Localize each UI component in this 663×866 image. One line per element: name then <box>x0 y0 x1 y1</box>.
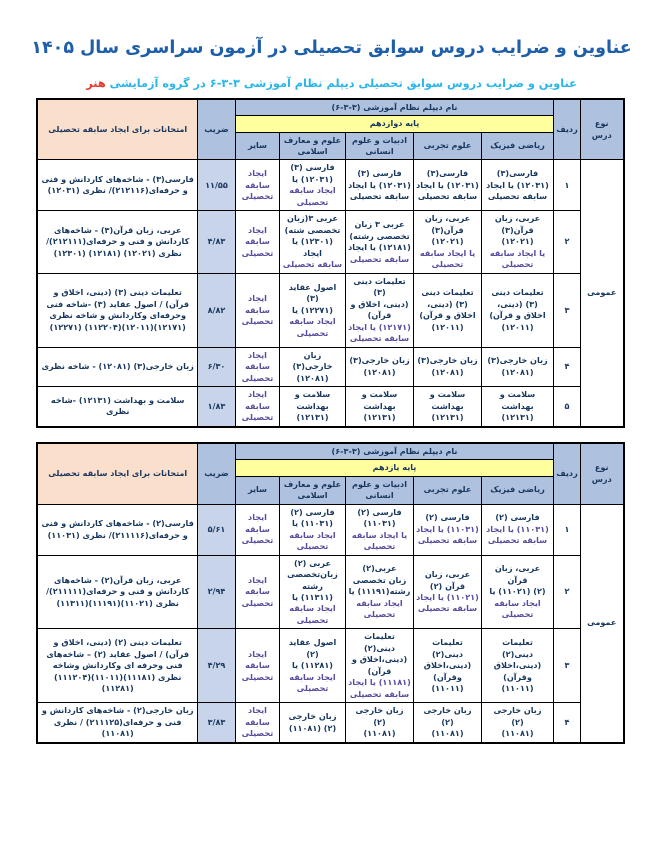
cell-tajrobi <box>414 347 482 386</box>
cell-maaref <box>280 160 346 211</box>
cell-line: (۱۱۲۸۱) یا <box>291 660 333 671</box>
cell-line: تحصیلی <box>241 372 274 383</box>
cell-line: وقرآن) <box>433 671 462 682</box>
cell-sayer <box>235 160 279 211</box>
table-row <box>37 211 623 273</box>
cell-line: ایجاد سابقه <box>289 316 336 327</box>
cell-riazi <box>482 504 554 555</box>
cell-riazi <box>482 703 554 743</box>
cell-line: عربی، زبان <box>424 569 471 580</box>
cell-line: تعلیمات دینی(۲) <box>363 631 396 653</box>
page-title: عناوین و ضرایب دروس سوابق تحصیلی در آزمون سراسری سال ۱۴۰۵ <box>31 38 632 58</box>
cell-line: ایجاد سابقه <box>494 597 541 608</box>
cell-line: تحصیلی <box>241 316 274 327</box>
cell-line: تخصصی شته) <box>284 224 341 235</box>
cell-line: زبان <box>303 349 322 360</box>
cell-line: عربی، زبان <box>424 213 471 224</box>
cell-line: زبان تخصصی <box>352 574 407 585</box>
cell-sayer <box>235 504 279 555</box>
cell-coefficient: ۵/۶۱ <box>197 504 235 555</box>
cell-line: (۱۲۰۳۱) یا <box>291 173 333 184</box>
cell-exam-note: فارسی(۳) - شاخه‌های کاردانش و فنی و حرفه‌ای(۲۱۲۱۱۶)/ نظری (۱۲۰۳۱) <box>37 160 197 211</box>
cell-maaref <box>280 629 346 703</box>
header-coefficient: ضریب <box>197 99 235 160</box>
cell-line: (۱۲۱۳۱) <box>296 412 329 423</box>
table-header-row-1 <box>37 443 623 460</box>
header-branch-tajrobi: علوم تجربی <box>414 132 482 160</box>
cell-line: (دینی،اخلاق <box>423 660 472 671</box>
cell-riazi <box>482 347 554 386</box>
cell-coefficient: ۴/۲۹ <box>197 629 235 703</box>
header-exams: امتحانات برای ایجاد سابقه تحصیلی <box>37 99 197 160</box>
cell-ensani <box>346 629 414 703</box>
cell-riazi <box>482 211 554 273</box>
cell-line: ایجاد <box>248 705 267 716</box>
cell-line: (۱۱۰۸۱) <box>363 728 396 739</box>
cell-line: (۳) (دینی، <box>497 298 538 309</box>
cell-coefficient: ۱۱/۵۵ <box>197 160 235 211</box>
cell-line: (۱۲۱۳۱) <box>431 412 464 423</box>
cell-line: سابقه <box>245 400 270 411</box>
cell-maaref <box>280 211 346 273</box>
cell-line: (۱۲۰۳۱) یا ایجاد <box>348 179 411 190</box>
cell-line: سابقه <box>245 304 270 315</box>
cell-ensani <box>346 703 414 743</box>
cell-riazi <box>482 160 554 211</box>
cell-line: تحصیلی <box>296 541 329 552</box>
cell-line: (۱۱۳۱۱) یا <box>291 591 333 602</box>
table-row <box>37 273 623 347</box>
cell-line: فارسی (۲) (۱۱۰۳۱) <box>357 506 402 529</box>
header-branch-sayer: سایر <box>235 476 279 504</box>
table-wrap-grade-11 <box>39 442 625 744</box>
cell-line: سابقه تحصیلی <box>487 191 548 202</box>
cell-tajrobi <box>414 387 482 427</box>
cell-line: یا ایجاد سابقه <box>489 247 546 258</box>
cell-line: (۱۲۱۸۱) یا ایجاد <box>348 242 411 253</box>
cell-line: زبان خارجی <box>493 705 542 716</box>
cell-line: تعلیمات دینی <box>491 287 544 298</box>
cell-line: تحصیلی <box>241 671 274 682</box>
table-row <box>37 347 623 386</box>
cell-line: تحصیلی <box>296 327 329 338</box>
cell-line: (۱۲۰۳۱) یا ایجاد <box>486 179 549 190</box>
cell-line: (۱۲۰۳۱) یا ایجاد <box>416 179 479 190</box>
cell-line: (۱۱۰۱۱) <box>431 683 464 694</box>
cell-line: سابقه تحصیلی <box>417 535 478 546</box>
cell-line: ایجاد <box>248 389 267 400</box>
cell-line: اخلاق و قرآن) <box>489 310 546 321</box>
table-row <box>37 504 623 555</box>
cell-line: تخصصی رشته) <box>349 230 410 241</box>
cell-line: تحصیلی <box>501 609 534 620</box>
row-number: ۱ <box>554 504 581 555</box>
cell-line: ایجاد <box>248 349 267 360</box>
cell-line: (۲) <box>441 716 454 727</box>
lesson-type-value: عمومی <box>581 160 624 427</box>
cell-line: قرآن) <box>367 665 392 676</box>
table-spacer <box>0 428 663 442</box>
cell-line: ایجاد سابقه <box>289 529 336 540</box>
cell-line: (دینی،اخلاق و <box>351 654 408 665</box>
cell-line: ایجاد <box>248 224 267 235</box>
cell-coefficient: ۴/۸۳ <box>197 211 235 273</box>
row-number: ۳ <box>554 273 581 347</box>
cell-line: سابقه <box>245 523 270 534</box>
cell-line: فارسی (۲) <box>425 512 470 523</box>
cell-line: یا ایجاد سابقه <box>419 247 476 258</box>
cell-line: (۱۲۰۸۱) <box>501 366 534 377</box>
cell-line: تعلیمات <box>432 637 463 648</box>
row-number: ۲ <box>554 211 581 273</box>
cell-exam-note: تعلیمات دینی (۳) (دینی، اخلاق و قرآن) / اصول عقاید (۳) -شاخه فنی وحرفه‌ای وکاردانش و شاخه نظری (۱۲۱۷۱)(۱۲۰۱۱)(۱۱۲۲۰۴) (۱۲۲۷۱) <box>37 273 197 347</box>
cell-line: سابقه <box>245 660 270 671</box>
cell-ensani <box>346 387 414 427</box>
cell-line: عربی(۲) <box>362 563 397 574</box>
cell-ensani <box>346 160 414 211</box>
cell-line: (۱۲۰۸۱) <box>431 366 464 377</box>
cell-line: ایجاد <box>248 648 267 659</box>
header-grade-level: پایه یازدهم <box>235 460 553 476</box>
cell-line: (۱۱۰۱۱) <box>501 683 534 694</box>
cell-riazi <box>482 555 554 629</box>
cell-ensani <box>346 504 414 555</box>
cell-line: سابقه تحصیلی <box>349 253 410 264</box>
lesson-type-value: عمومی <box>581 504 624 743</box>
cell-line: تحصیلی <box>241 597 274 608</box>
cell-maaref <box>280 273 346 347</box>
cell-line: تحصیلی <box>241 728 274 739</box>
cell-tajrobi <box>414 504 482 555</box>
cell-line: سابقه <box>245 236 270 247</box>
table-row <box>37 387 623 427</box>
cell-line: یا ایجاد سابقه <box>351 529 408 540</box>
cell-line: فارسی (۲) <box>290 506 335 517</box>
table-row <box>37 160 623 211</box>
cell-coefficient: ۸/۸۲ <box>197 273 235 347</box>
cell-exam-note: زبان خارجی(۳) (۱۲۰۸۱) - شاخه نظری <box>37 347 197 386</box>
cell-line: (دینی،اخلاق <box>493 660 542 671</box>
cell-line: تعلیمات <box>502 637 533 648</box>
cell-tajrobi <box>414 211 482 273</box>
cell-line: فارسی (۲) <box>495 512 540 523</box>
table-grade-11 <box>36 442 624 744</box>
cell-sayer <box>235 555 279 629</box>
cell-maaref <box>280 703 346 743</box>
cell-ensani <box>346 211 414 273</box>
header-exams: امتحانات برای ایجاد سابقه تحصیلی <box>37 443 197 504</box>
cell-sayer <box>235 703 279 743</box>
cell-sayer <box>235 211 279 273</box>
cell-maaref <box>280 555 346 629</box>
cell-ensani <box>346 555 414 629</box>
cell-maaref <box>280 504 346 555</box>
cell-line: سابقه تحصیلی <box>349 191 410 202</box>
cell-line: (۱۲۰۱۱) <box>431 321 464 332</box>
cell-line: تحصیلی <box>241 191 274 202</box>
cell-line: سابقه <box>245 179 270 190</box>
cell-coefficient: ۱/۸۳ <box>197 387 235 427</box>
cell-line: ایجاد سابقه <box>289 185 336 196</box>
cell-coefficient: ۲/۹۴ <box>197 555 235 629</box>
cell-line: (۱۲۰۸۱) <box>296 372 329 383</box>
header-coefficient: ضریب <box>197 443 235 504</box>
cell-line: دینی(۲) <box>431 648 464 659</box>
cell-line: بهداشت <box>296 400 329 411</box>
header-branch-tajrobi: علوم تجربی <box>414 476 482 504</box>
cell-line: فارسی(۳) <box>496 168 539 179</box>
cell-sayer <box>235 273 279 347</box>
cell-line: زبان خارجی <box>423 705 472 716</box>
header-branch-maaref: علوم و معارف اسلامی <box>280 132 346 160</box>
cell-line: (۲) (۱۱۰۲۱) یا <box>489 586 546 597</box>
cell-line: (۱۲۰۱۱) <box>501 321 534 332</box>
header-row-number: ردیف <box>554 443 581 504</box>
cell-line: تعلیمات دینی (۳) <box>353 275 406 298</box>
cell-line: (۱۱۰۸۱) <box>431 728 464 739</box>
table-row <box>37 555 623 629</box>
table-header-row-1 <box>37 99 623 116</box>
cell-line: (۱۲۰۸۱) <box>363 366 396 377</box>
cell-line: اصول عقاید <box>288 281 337 292</box>
cell-line: قرآن(۳) (۱۲۰۲۱) <box>431 224 464 247</box>
cell-line: سابقه <box>245 586 270 597</box>
cell-line: سلامت و <box>499 389 536 400</box>
subtitle-accent-group: هنر <box>86 77 106 90</box>
cell-line: قرآن (۲) <box>429 580 466 591</box>
cell-line: (دینی، اخلاق و <box>350 298 409 309</box>
header-lesson-type-line2: درس <box>591 129 612 140</box>
cell-riazi <box>482 273 554 347</box>
cell-ensani <box>346 273 414 347</box>
cell-line: سابقه تحصیلی <box>349 333 410 344</box>
header-branch-ensani: ادبیات و علوم انسانی <box>346 476 414 504</box>
cell-line: تحصیلی <box>363 541 396 552</box>
cell-riazi <box>482 387 554 427</box>
cell-line: (۲) <box>511 716 524 727</box>
cell-exam-note: فارسی(۲) - شاخه‌های کاردانش و فنی و حرفه‌ای(۲۱۱۱۱۶)/ نظری (۱۱۰۳۱) <box>37 504 197 555</box>
cell-tajrobi <box>414 555 482 629</box>
header-diploma-group: نام دیپلم نظام آموزشی (۳-۳-۶) <box>235 443 553 460</box>
cell-line: زبان‌تخصصی <box>287 569 338 580</box>
cell-exam-note: عربی، زبان قرآن(۲) - شاخه‌های کاردانش و فنی و حرفه‌ای(۲۱۱۱۱۱)/نظری (۱۱۰۲۱)(۱۱۱۹۱)(۱۱۳۱۱) <box>37 555 197 629</box>
cell-line: سابقه تحصیلی <box>349 688 410 699</box>
cell-line: سلامت و بهداشت <box>361 389 398 411</box>
cell-line: زبان خارجی (۲) <box>355 705 404 727</box>
table-row <box>37 629 623 703</box>
cell-line: (۱۲۱۷۱) یا ایجاد <box>348 321 411 332</box>
cell-coefficient: ۶/۳۰ <box>197 347 235 386</box>
cell-line: بهداشت <box>501 400 534 411</box>
cell-line: (۱۲۲۷۱) یا <box>291 304 333 315</box>
cell-line: قرآن) <box>367 310 392 321</box>
cell-line: سابقه تحصیلی <box>417 603 478 614</box>
cell-line: (۱۱۰۳۱) یا ایجاد <box>416 523 479 534</box>
cell-line: (۱۱۰۸۱) <box>501 728 534 739</box>
cell-line: سابقه <box>245 361 270 372</box>
header-lesson-type-line1: نوع <box>594 462 609 473</box>
row-number: ۲ <box>554 555 581 629</box>
cell-line: عربی ۳(زبان <box>287 213 338 224</box>
cell-line: سابقه تحصیلی <box>487 535 548 546</box>
cell-line: اخلاق و قرآن) <box>419 310 476 321</box>
cell-line: (۳) <box>306 293 319 304</box>
cell-line: تحصیلی <box>241 535 274 546</box>
cell-tajrobi <box>414 629 482 703</box>
cell-line: سابقه تحصیلی <box>417 191 478 202</box>
cell-line: زبان خارجی(۳) <box>349 355 410 366</box>
header-branch-riazi: ریاضی فیزیک <box>482 132 554 160</box>
cell-line: (۱۲۳۰۱) یا ایجاد <box>291 236 333 258</box>
cell-line: (۱۱۰۲۱) یا ایجاد <box>416 591 479 602</box>
cell-line: ایجاد سابقه <box>289 603 336 614</box>
cell-sayer <box>235 387 279 427</box>
cell-tajrobi <box>414 160 482 211</box>
cell-line: (۳) (دینی، <box>427 298 468 309</box>
header-branch-ensani: ادبیات و علوم انسانی <box>346 132 414 160</box>
cell-line: رشته(۱۱۱۹۱) یا <box>348 586 411 597</box>
header-diploma-group: نام دیپلم نظام آموزشی (۳-۳-۶) <box>235 99 553 116</box>
cell-tajrobi <box>414 273 482 347</box>
cell-line: تحصیلی <box>363 609 396 620</box>
cell-line: زبان خارجی <box>288 711 337 722</box>
cell-line: عربی، زبان <box>494 213 541 224</box>
cell-line: ایجاد سابقه <box>289 671 336 682</box>
cell-line: (۱۱۱۸۱) یا ایجاد <box>348 677 411 688</box>
cell-exam-note: تعلیمات دینی (۲) (دینی، اخلاق و قرآن) / اصول عقاید (۲) – شاخه‌های فنی وحرفه ای وکاردانش وشاخه نظری (۱۱۱۸۱)(۱۱۰۱۱)(۱۱۱۲۰۴) (۱۱۲۸۱) <box>37 629 197 703</box>
cell-line: فارسی (۳) <box>290 162 335 173</box>
cell-exam-note: زبان خارجی(۲) - شاخه‌های کاردانش و فنی و حرفه‌ای(۲۱۱۱۲۵) / نظری (۱۱۰۸۱) <box>37 703 197 743</box>
cell-line: ایجاد <box>248 574 267 585</box>
header-branch-maaref: علوم و معارف اسلامی <box>280 476 346 504</box>
header-grade-level: پایه دوازدهم <box>235 116 553 132</box>
cell-line: زبان خارجی(۳) <box>417 355 478 366</box>
cell-line: خارجی(۳) <box>292 361 333 372</box>
cell-line: تحصیلی <box>241 412 274 423</box>
table-wrap-grade-12 <box>39 98 625 428</box>
row-number: ۴ <box>554 347 581 386</box>
header-row-number: ردیف <box>554 99 581 160</box>
cell-line: سلامت و <box>429 389 466 400</box>
cell-line: ایجاد <box>248 293 267 304</box>
cell-sayer <box>235 629 279 703</box>
cell-line: (۱۲۱۳۱) <box>501 412 534 423</box>
page-subtitle <box>0 59 663 98</box>
cell-line: تعلیمات دینی <box>421 287 474 298</box>
row-number: ۵ <box>554 387 581 427</box>
subtitle-text: عناوین و ضرایب دروس سوابق تحصیلی دیپلم نظام آموزشی ۳-۳-۶ در گروه آزمایشی <box>105 77 577 90</box>
cell-line: تحصیلی <box>296 196 329 207</box>
cell-line: وقرآن) <box>503 671 532 682</box>
row-number: ۴ <box>554 703 581 743</box>
cell-coefficient: ۳/۸۳ <box>197 703 235 743</box>
table-grade-12 <box>36 98 624 428</box>
cell-line: بهداشت <box>431 400 464 411</box>
cell-ensani <box>346 347 414 386</box>
cell-line: فارسی (۳) <box>357 168 402 179</box>
cell-line: تحصیلی <box>501 259 534 270</box>
cell-line: (۲) (۱۱۰۸۱) <box>288 722 337 733</box>
row-number: ۳ <box>554 629 581 703</box>
cell-line: تحصیلی <box>296 614 329 625</box>
cell-line: (۱۱۰۳۱) یا ایجاد <box>486 523 549 534</box>
header-branch-riazi: ریاضی فیزیک <box>482 476 554 504</box>
header-lesson-type <box>581 99 624 160</box>
cell-line: عربی، زبان قرآن <box>494 563 541 585</box>
cell-line: دینی(۲) <box>501 648 534 659</box>
cell-tajrobi <box>414 703 482 743</box>
cell-maaref <box>280 387 346 427</box>
row-number: ۱ <box>554 160 581 211</box>
cell-line: (۱۲۱۳۱) <box>363 412 396 423</box>
cell-line: سابقه تحصیلی <box>282 259 343 270</box>
cell-line: اصول عقاید <box>288 637 337 648</box>
header-lesson-type-line1: نوع <box>594 118 609 129</box>
cell-line: (۱۱۰۳۱) یا <box>291 518 333 529</box>
cell-exam-note: سلامت و بهداشت (۱۲۱۳۱) -شاخه نظری <box>37 387 197 427</box>
cell-line: عربی (۲) <box>294 557 331 568</box>
cell-maaref <box>280 347 346 386</box>
cell-line: تحصیلی <box>241 247 274 258</box>
header-lesson-type <box>581 443 624 504</box>
cell-line: فارسی(۳) <box>426 168 469 179</box>
header-branch-sayer: سایر <box>235 132 279 160</box>
cell-line: تحصیلی <box>431 259 464 270</box>
cell-line: عربی ۳ زبان <box>354 219 405 230</box>
header-lesson-type-line2: درس <box>591 473 612 484</box>
cell-line: تحصیلی <box>296 683 329 694</box>
cell-riazi <box>482 629 554 703</box>
cell-line: سلامت و <box>294 389 331 400</box>
cell-sayer <box>235 347 279 386</box>
cell-line: ایجاد <box>248 168 267 179</box>
table-row <box>37 703 623 743</box>
cell-line: قرآن(۳) (۱۲۰۲۱) <box>501 224 534 247</box>
cell-line: ایجاد سابقه <box>356 597 403 608</box>
cell-line: زبان خارجی(۳) <box>487 355 548 366</box>
cell-line: ایجاد <box>248 512 267 523</box>
cell-exam-note: عربی، زبان قرآن(۳) - شاخه‌های کاردانش و فنی و حرفه‌ای(۲۱۲۱۱۱)/نظری (۱۲۰۲۱) (۱۲۱۸۱) (۱۲۳۰۱) <box>37 211 197 273</box>
cell-line: (۲) <box>306 648 319 659</box>
cell-line: رشته <box>302 580 323 591</box>
cell-line: سابقه <box>245 716 270 727</box>
